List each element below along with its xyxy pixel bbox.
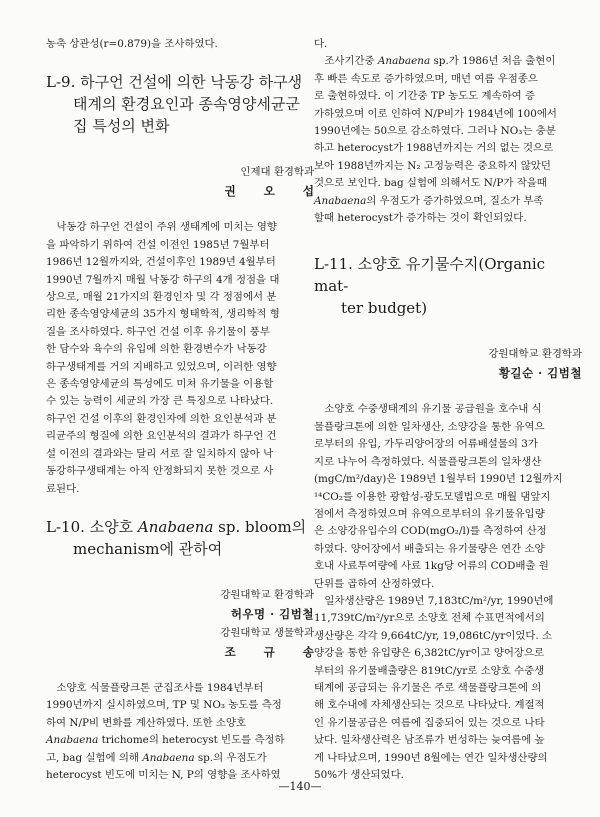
affiliation: 강원대학교 환경학과 <box>488 348 582 361</box>
body-line: 게 나타났으며, 1990년 8월에는 연간 일차생산량의 <box>314 751 548 764</box>
section-title-line: 집 특성의 변화 <box>73 117 170 136</box>
body-line: 료된다. <box>46 482 80 495</box>
body-line: 리한 종속영양세균의 35가지 형태학적, 생리학적 형 <box>46 308 280 321</box>
section-title-line: 태계의 환경요인과 종속영양세균군 <box>73 95 300 114</box>
section-l11-title <box>314 253 582 319</box>
body-line: 1990년에는 50으로 감소하였다. 그러나 NO₃는 충분 <box>314 125 556 138</box>
body-line: 할때 heterocyst가 증가하는 것이 확인되었다. <box>314 212 527 225</box>
body-line: 해 호수내에 자체생산되는 것으로 나타났다. 계절적 <box>314 699 545 712</box>
body-line: ¹⁴CO₂를 이용한 광합성-광도모델법으로 매월 댐앞지 <box>314 490 551 503</box>
author: 허우명 · 김범철 <box>230 606 314 621</box>
section-l9-body <box>46 219 314 498</box>
affiliation: 인제대 환경학과 <box>240 166 314 179</box>
body-line: 물플랑크톤에 의한 일차생산, 소양강을 통한 유역으 <box>314 420 545 433</box>
body-line: 났다. 일차생산력은 남조류가 번성하는 늦여름에 높 <box>314 734 545 747</box>
section-l11-body-2 <box>314 593 582 784</box>
section-l10-title <box>46 516 314 560</box>
section-l10-body <box>46 680 314 784</box>
body-line: 하였다. 양어장에서 배출되는 유기물량은 연간 소양 <box>314 542 545 555</box>
section-number: L-11. <box>314 255 353 274</box>
body-line: 고, bag 실험에 의해 Anabaena sp.의 우점도가 <box>46 751 267 764</box>
body-line: 1986년 12월까지와, 건설이후인 1989년 4월부터 <box>46 256 276 269</box>
body-line: 조사기간중 Anabaena sp.가 1986년 처음 출현이 <box>324 55 556 68</box>
right-column <box>314 36 582 784</box>
section-title-line: 소양호 Anabaena sp. bloom의 <box>89 517 307 536</box>
body-line: 50%가 생산되었다. <box>314 769 404 781</box>
body-line: 생산량은 각각 9,664tC/yr, 19,086tC/yr이었다. 소 <box>314 629 553 642</box>
body-line: 호내 사료투여량에 사료 1kg당 어류의 COD배출 원 <box>314 560 549 573</box>
body-line: 로부터의 유입, 가두리양어장의 어류배설물의 3가 <box>314 438 538 451</box>
body-line: 하여 N/P비 변화를 계산하였다. 또한 소양호 <box>46 716 246 729</box>
section-title-line: 하구언 건설에 의한 낙동강 하구생 <box>80 73 303 92</box>
body-line: 가하였으며 이로 인하여 N/P비가 1984년에 100에서 <box>314 107 557 120</box>
body-line: 소양호 식물플랑크톤 군집조사를 1984년부터 <box>56 681 264 694</box>
body-line: 은 소양강유입수의 COD(mgO₂/l)를 측정하여 산정 <box>314 525 547 538</box>
body-line: 1990년 7월까지 매월 낙동강 하구의 4개 정점을 대 <box>46 273 280 286</box>
section-title-line: ter budget) <box>341 299 428 318</box>
affiliation: 강원대학교 환경학과 <box>220 588 314 601</box>
body-line: 인 유기물공급은 여름에 집중되어 있는 것으로 나타 <box>314 716 545 729</box>
body-line: 부터의 유기물배출량은 819tC/yr로 소양호 수중생 <box>314 664 545 677</box>
body-line: 단위를 곱하여 산정하였다. <box>314 577 435 590</box>
section-l9-title <box>46 71 314 137</box>
body-line: 을 파악하기 위하여 건설 이전인 1985년 7월부터 <box>46 238 270 251</box>
body-line: Anabaena의 우점도가 증가하였으며, 질소가 부족 <box>314 194 544 207</box>
body-line: 1990년까지 실시하였으며, TP 및 NO₃ 농도를 측정 <box>46 699 282 712</box>
continued-text: 농축 상관성(r=0.879)을 조사하였다. <box>46 38 218 50</box>
body-line: heterocyst 빈도에 미치는 N, P의 영향을 조사하였 <box>46 768 281 781</box>
body-line: 다. <box>314 38 328 50</box>
body-line: 양강을 통한 유입량은 6,382tC/yr이고 양어장으로 <box>314 647 545 660</box>
section-number: L-9. <box>46 73 76 92</box>
body-line: 점에서 측정하였으며 유역으로부터의 유기물유입량 <box>314 507 545 520</box>
body-line: 로 출현하였다. 이 기간중 TP 농도도 계속하여 증 <box>314 90 536 103</box>
author: 황길순 · 김범철 <box>498 366 582 381</box>
section-title-line: 소양호 유기물수지(Organic mat- <box>314 255 546 296</box>
body-line: 보아 1988년까지는 N₂ 고정능력은 중요하지 않았던 <box>314 159 551 172</box>
author: 권 오 섭 <box>224 184 326 199</box>
body-line: 수 있는 능력이 세균의 가장 큰 특징으로 나타났다. <box>46 395 274 408</box>
continued-body <box>314 36 582 227</box>
body-line: 것으로 보인다. bag 실험에 의해서도 N/P가 작을때 <box>314 177 547 190</box>
section-title-line: mechanism에 관하여 <box>73 539 223 558</box>
body-line: 후 빠른 속도로 증가하였으며, 매년 여름 우점종으 <box>314 72 538 85</box>
body-line: 하고 heterocyst가 1988년까지는 거의 없는 것으로 <box>314 142 554 155</box>
left-column <box>46 36 326 784</box>
author: 조 규 송 <box>224 644 326 659</box>
body-line: 11,739tC/m²/yr으로 소양호 전체 수표면적에서의 <box>314 612 545 625</box>
body-line: 하구언 건설 이후의 환경인자에 의한 요인분석과 분 <box>46 412 277 425</box>
body-line: 리균주의 형질에 의한 요인분석의 결과가 하구언 건 <box>46 430 277 443</box>
body-line: 한 담수와 육수의 유입에 의한 환경변수가 낙동강 <box>46 343 267 356</box>
page-number: —140— <box>278 780 322 793</box>
body-line: (mgC/m²/day)은 1989년 1월부터 1990년 12월까지 <box>314 473 563 486</box>
affiliation: 강원대학교 생물학과 <box>220 626 314 639</box>
section-number: L-10. <box>46 517 85 536</box>
body-line: 상으로, 매월 21가지의 환경인자 및 각 정점에서 분 <box>46 291 277 304</box>
body-line: 일차생산량은 1989년 7,183tC/m²/yr, 1990년에 <box>324 594 554 607</box>
body-line: 동강하구생태계는 아직 안정화되지 못한 것으로 사 <box>46 465 274 478</box>
body-line: 태계에 공급되는 유기물은 주로 색물플랑크톤에 의 <box>314 681 542 694</box>
body-line: Anabaena trichome의 heterocyst 빈도를 측정하 <box>46 734 285 747</box>
body-line: 하구생태계를 거의 지배하고 있었으며, 이러한 영향 <box>46 360 277 373</box>
body-line: 지로 나누어 측정하였다. 식물플랑크톤의 일차생산 <box>314 455 542 468</box>
body-line: 은 종속영양세균의 특성에도 미쳐 유기물을 이용할 <box>46 378 274 391</box>
body-line: 질을 조사하였다. 하구언 건설 이후 유기물이 풍부 <box>46 325 270 338</box>
body-line: 설 이전의 결과와는 달리 서로 잘 일치하지 않아 낙 <box>46 447 274 460</box>
section-l11-body <box>314 401 582 592</box>
body-line: 낙동강 하구언 건설이 주위 생태계에 미치는 영향 <box>56 221 277 234</box>
body-line: 소양호 수중생태계의 유기물 공급원을 호수내 식 <box>324 403 542 416</box>
